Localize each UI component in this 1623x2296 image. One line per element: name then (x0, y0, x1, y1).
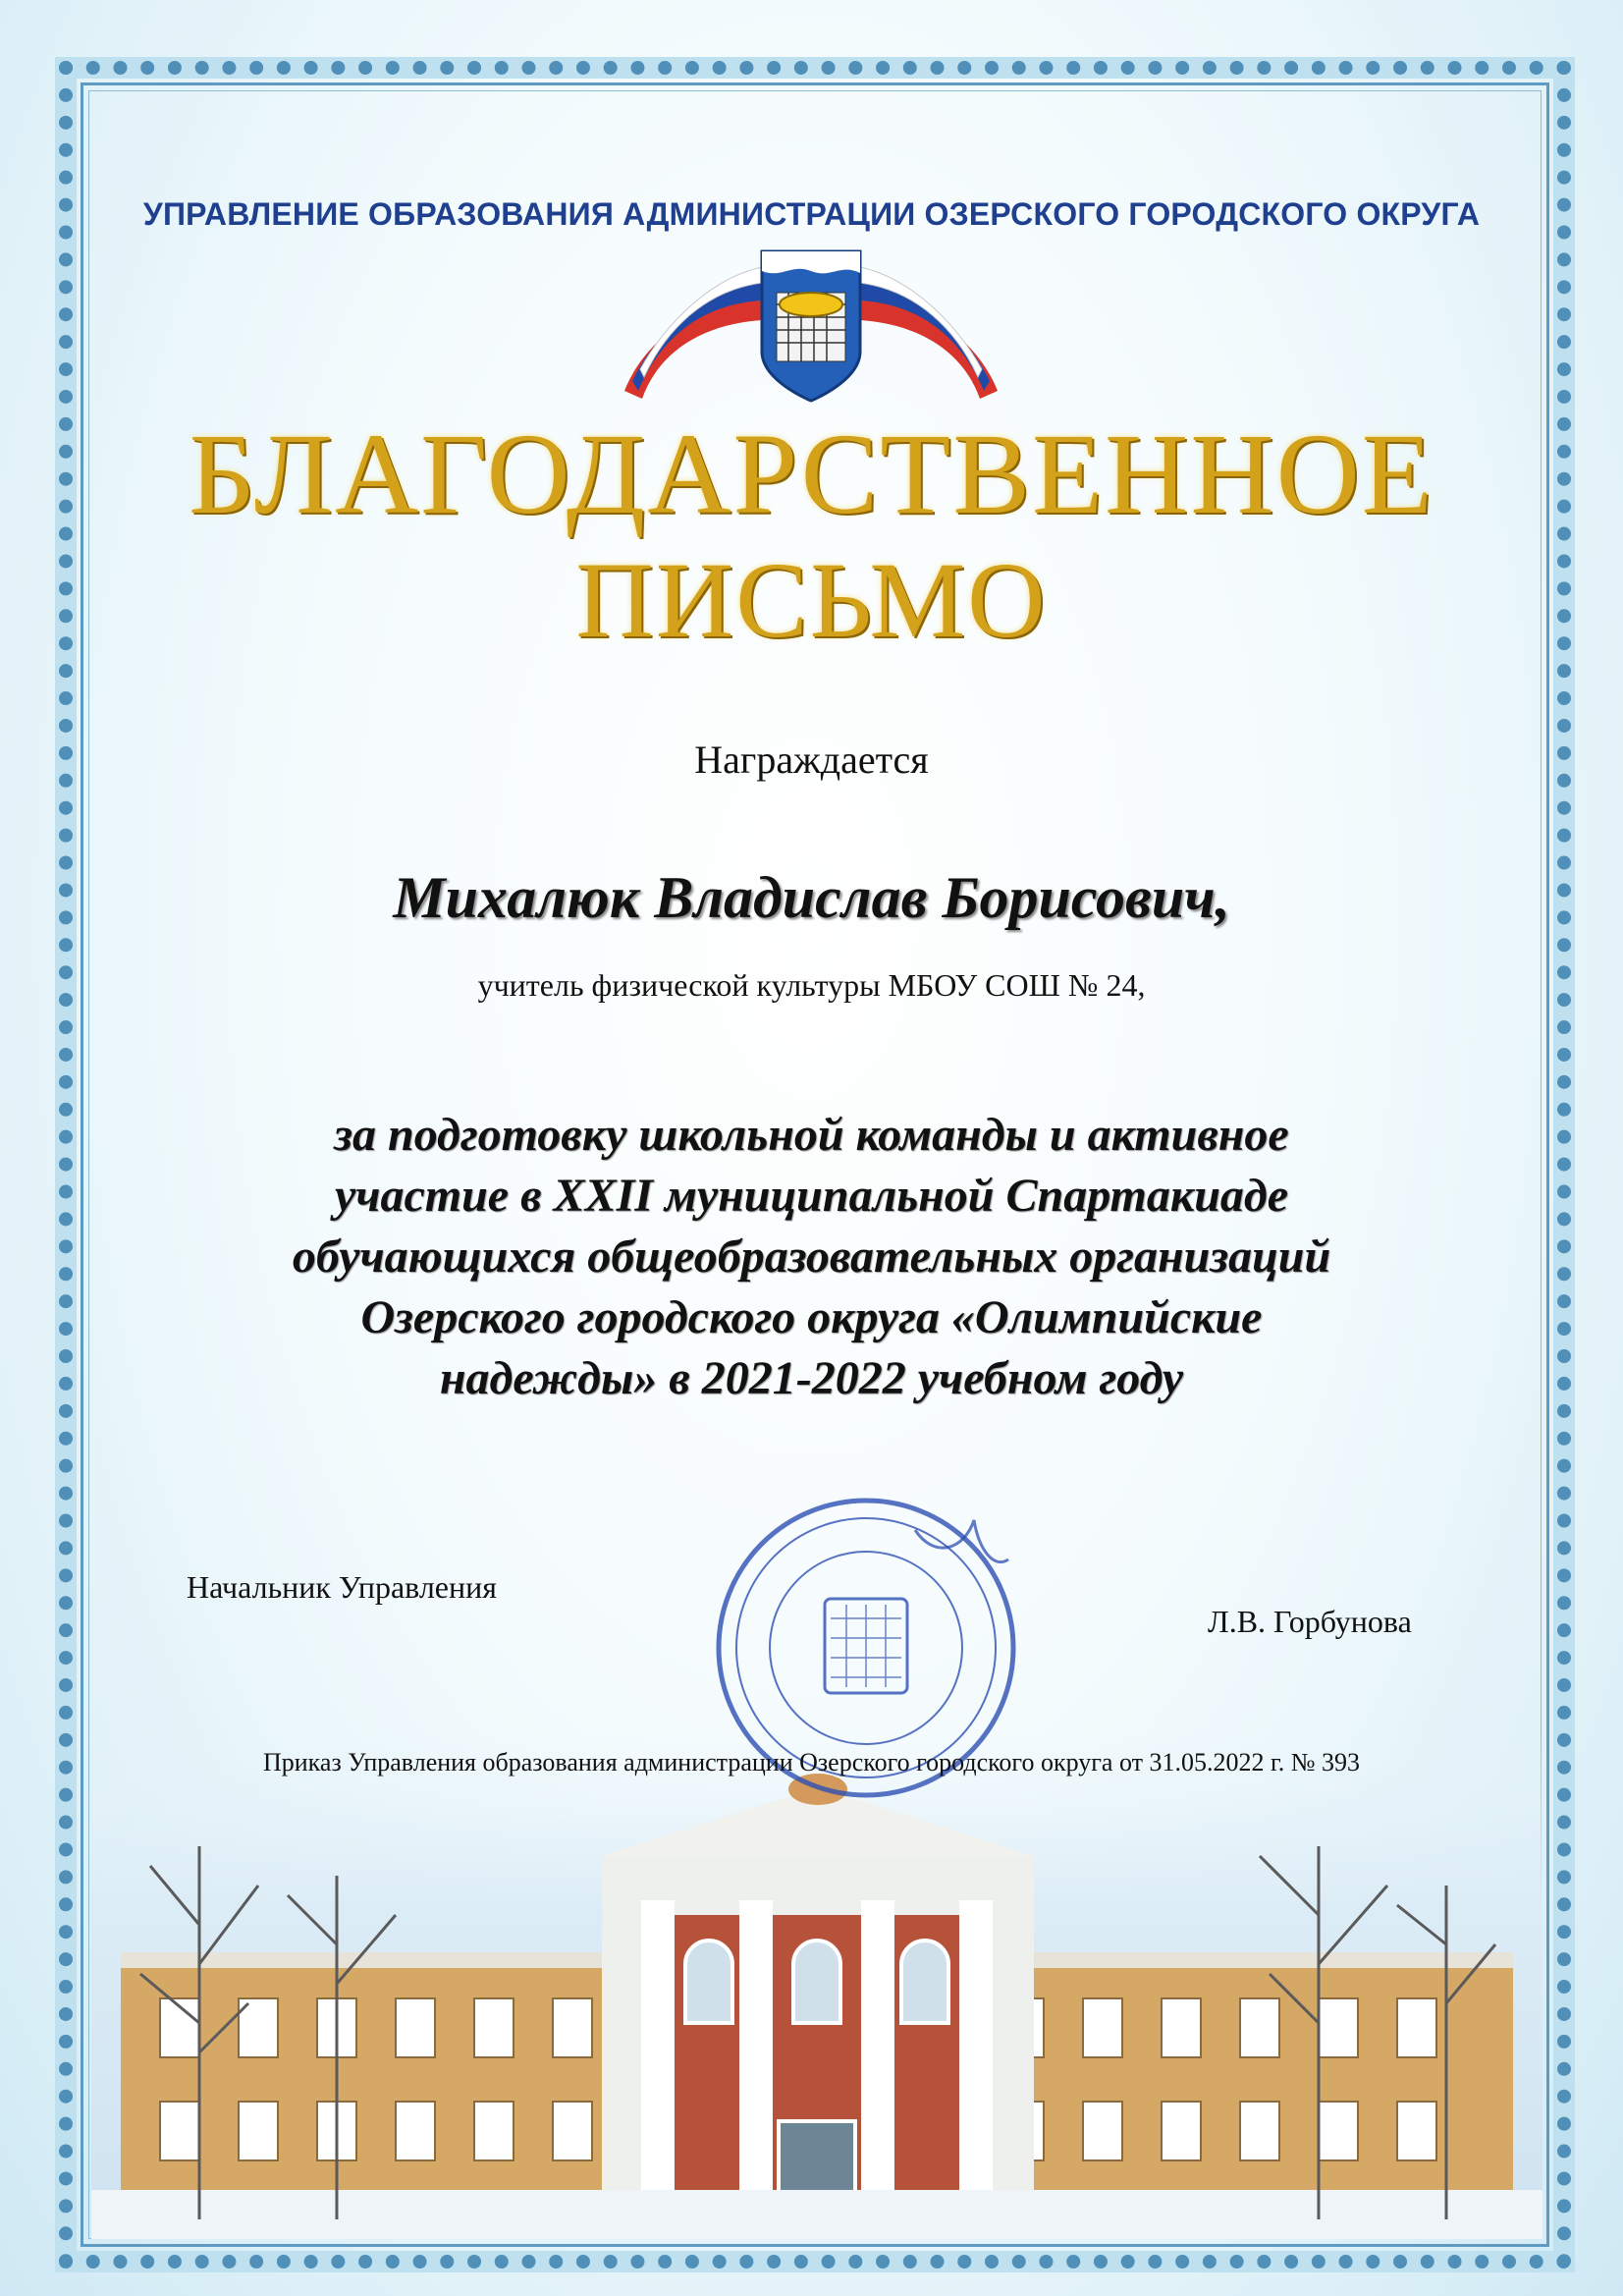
reason-line: Озерского городского округа «Олимпийские (360, 1291, 1263, 1343)
awarded-label: Награждается (694, 738, 929, 782)
order-reference: Приказ Управления образования администрации Озерского городского округа от 31.05.2022 г. № 393 (262, 1748, 1361, 1777)
reason-line: обучающихся общеобразовательных организаций (292, 1230, 1331, 1283)
recipient-name: Михалюк Владислав Борисович, (393, 865, 1230, 930)
title-line-2: ПИСЬМО (575, 540, 1048, 660)
building-photo (91, 1728, 1542, 2239)
reason-line: надежды» в 2021-2022 учебном году (439, 1352, 1184, 1404)
title-line-1: БЛАГОДАРСТВЕННОЕ (189, 410, 1434, 538)
organization-header: УПРАВЛЕНИЕ ОБРАЗОВАНИЯ АДМИНИСТРАЦИИ ОЗЕРСКОГО ГОРОДСКОГО ОКРУГА (142, 196, 1481, 232)
signatory-name: Л.В. Горбунова (1208, 1604, 1412, 1639)
recipient-position: учитель физической культуры МБОУ СОШ № 24, (477, 967, 1146, 1003)
reason-line: участие в XXII муниципальной Спартакиаде (334, 1170, 1289, 1222)
reason-line: за подготовку школьной команды и активное (334, 1109, 1289, 1161)
award-reason (226, 1105, 1397, 1409)
signatory-role: Начальник Управления (187, 1569, 497, 1605)
city-emblem-icon (615, 244, 1007, 410)
